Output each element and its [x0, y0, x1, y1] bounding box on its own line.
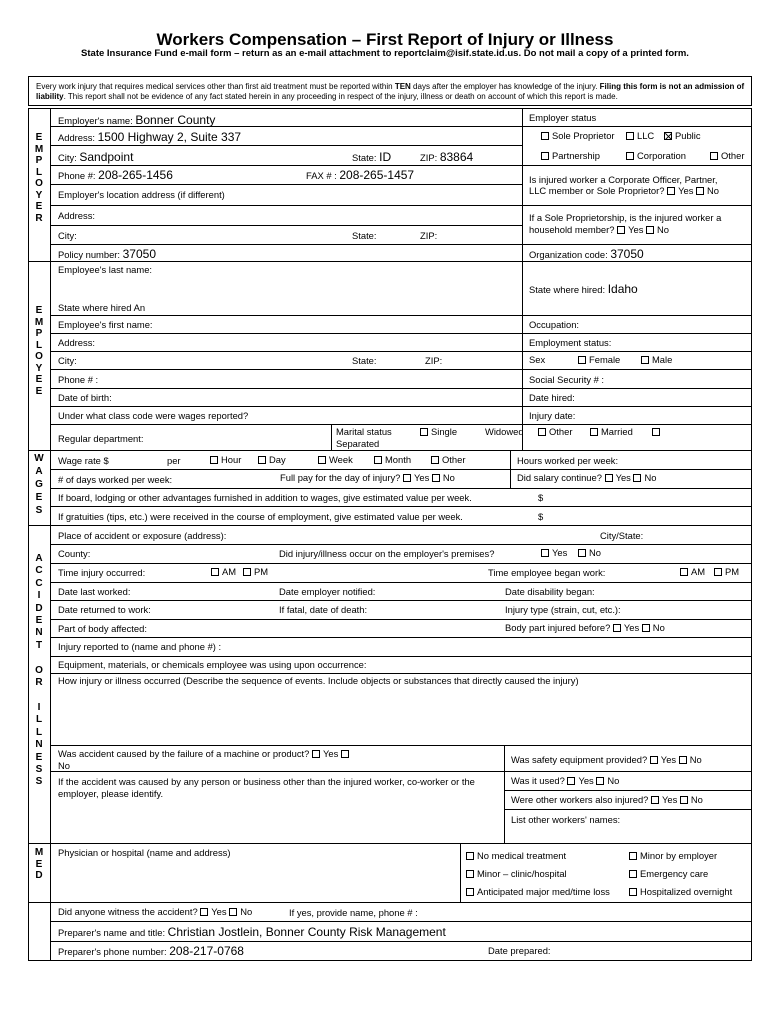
full-pay-no[interactable]: No	[432, 472, 455, 483]
used-no[interactable]: No	[596, 775, 619, 786]
occupation-field[interactable]: Occupation:	[529, 319, 580, 330]
location-city-field[interactable]: City:	[58, 230, 77, 241]
salary-yes[interactable]: Yes	[605, 472, 631, 483]
machine-question: Was accident caused by the failure of a machine or product? Yes	[58, 749, 352, 758]
full-pay-question: Full pay for the day of injury? Yes No	[280, 472, 455, 483]
machine-no[interactable]: No	[58, 760, 70, 771]
safety-yes[interactable]: Yes	[650, 754, 676, 765]
how-occurred-field[interactable]: How injury or illness occurred (Describe the sequence of events. Include objects or substances that directly caused the injury)	[58, 675, 579, 686]
date-death-field[interactable]: If fatal, date of death:	[279, 604, 368, 615]
medical-section-label: M E D	[34, 847, 44, 881]
time-began-field[interactable]: Time employee began work:	[488, 567, 606, 578]
state-hired-an-text: State where hired An	[58, 302, 146, 313]
full-pay-yes[interactable]: Yes	[403, 472, 429, 483]
employee-first-name-field[interactable]: Employee's first name:	[58, 319, 153, 330]
gratuities-value-field[interactable]: $	[538, 511, 544, 522]
wages-section-label: W A G E S	[34, 453, 44, 516]
wage-per-label: per	[167, 455, 181, 466]
safety-no[interactable]: No	[679, 754, 702, 765]
marital-status-label: Marital status	[336, 426, 392, 437]
regular-department-field[interactable]: Regular department:	[58, 433, 144, 444]
llc-checkbox[interactable]: LLC	[626, 131, 654, 140]
other-marital-checkbox[interactable]: Other	[538, 427, 572, 436]
corp-officer-question: Is injured worker a Corporate Officer, Partner,	[529, 174, 718, 185]
anticipated-checkbox[interactable]: Anticipated major med/time loss	[466, 887, 610, 896]
male-checkbox[interactable]: Male	[641, 355, 672, 364]
date-returned-field[interactable]: Date returned to work:	[58, 604, 151, 615]
employee-section-label: E M P L O Y E E	[34, 305, 44, 397]
location-address-field[interactable]: Address:	[58, 210, 95, 221]
equipment-field[interactable]: Equipment, materials, or chemicals employee was using upon occurrence:	[58, 659, 367, 670]
other-injured-question: Were other workers also injured? Yes No	[511, 794, 703, 805]
salary-no[interactable]: No	[633, 472, 656, 483]
used-question: Was it used? Yes No	[511, 775, 620, 786]
employer-zip-field[interactable]: ZIP: 83864	[420, 150, 474, 164]
injury-am-checkbox[interactable]: AM	[211, 567, 236, 576]
injured-before-question: Body part injured before? Yes No	[505, 622, 665, 633]
no-treatment-checkbox[interactable]: No medical treatment	[466, 851, 566, 860]
witness-no[interactable]: No	[229, 906, 252, 917]
ssn-field[interactable]: Social Security # :	[529, 374, 605, 385]
household-yes[interactable]: Yes	[617, 224, 643, 235]
separated-label: Separated	[336, 438, 380, 449]
gratuities-text: If gratuities (tips, etc.) were received in the course of employment, give estimated value per week.	[58, 511, 463, 522]
other-workers-field[interactable]: List other workers' names:	[511, 814, 621, 825]
month-checkbox[interactable]: Month	[374, 455, 411, 464]
person-question[interactable]: If the accident was caused by any person or business other than the injured worker, co-worker or the employer, please identify.	[58, 776, 475, 799]
employment-status-field[interactable]: Employment status:	[529, 337, 612, 348]
policy-number-field[interactable]: Policy number: 37050	[58, 247, 156, 261]
witness-question: Did anyone witness the accident? Yes No	[58, 906, 253, 917]
married-checkbox[interactable]: Married	[590, 427, 633, 436]
other-injured-yes[interactable]: Yes	[651, 794, 677, 805]
machine-yes[interactable]: Yes	[312, 748, 352, 759]
female-checkbox[interactable]: Female	[578, 355, 620, 364]
notice-text: Every work injury that requires medical services other than first aid treatment must be reported within TEN days after the employer has knowledge of the injury. Filing this form is not an admission of liability. This report shall not be evidence of any fact stated herein in any proceeding in respect of the injury, illness or death on account of which this report is made.	[36, 82, 745, 101]
location-state-field[interactable]: State:	[352, 230, 377, 241]
employer-address-field[interactable]: Address: 1500 Highway 2, Suite 337	[58, 130, 242, 144]
other-status-checkbox[interactable]: Other	[710, 151, 744, 160]
employee-zip-field[interactable]: ZIP:	[425, 355, 443, 366]
household-no[interactable]: No	[646, 224, 669, 235]
hours-per-week-field[interactable]: Hours worked per week:	[517, 455, 619, 466]
other-injured-no[interactable]: No	[680, 794, 703, 805]
board-value-field[interactable]: $	[538, 492, 544, 503]
accident-city-state-field[interactable]: City/State:	[600, 530, 644, 541]
wage-rate-field[interactable]: Wage rate $	[58, 455, 109, 466]
employer-status-label: Employer status	[529, 112, 597, 123]
board-lodging-text: If board, lodging or other advantages furnished in addition to wages, give estimated value per week.	[58, 492, 472, 503]
employee-address-field[interactable]: Address:	[58, 337, 95, 348]
public-checkbox[interactable]: Public	[664, 131, 701, 140]
began-am-checkbox[interactable]: AM	[680, 567, 705, 576]
sole-household-question: If a Sole Proprietorship, is the injured worker a	[529, 212, 722, 223]
date-hired-field[interactable]: Date hired:	[529, 392, 575, 403]
reported-to-field[interactable]: Injury reported to (name and phone #) :	[58, 641, 222, 652]
other-wage-checkbox[interactable]: Other	[431, 455, 465, 464]
location-zip-field[interactable]: ZIP:	[420, 230, 438, 241]
employee-last-name-field[interactable]: Employee's last name:	[58, 264, 153, 275]
form-subtitle: State Insurance Fund e-mail form – return as an e-mail attachment to reportclaim@isif.state.id.us. Do not mail a copy of a printed form.	[81, 48, 689, 59]
dob-field[interactable]: Date of birth:	[58, 392, 112, 403]
injury-date-field[interactable]: Injury date:	[529, 410, 576, 421]
time-injury-field[interactable]: Time injury occurred:	[58, 567, 146, 578]
minor-clinic-checkbox[interactable]: Minor – clinic/hospital	[466, 869, 567, 878]
sole-household-question-2: household member? Yes No	[529, 224, 669, 235]
minor-employer-checkbox[interactable]: Minor by employer	[629, 851, 717, 860]
witness-yes[interactable]: Yes	[200, 906, 226, 917]
began-pm-checkbox[interactable]: PM	[714, 567, 739, 576]
emergency-checkbox[interactable]: Emergency care	[629, 869, 708, 878]
injury-type-field[interactable]: Injury type (strain, cut, etc.):	[505, 604, 621, 615]
employee-phone-field[interactable]: Phone # :	[58, 374, 99, 385]
state-hired-field[interactable]: State where hired: Idaho	[529, 282, 638, 296]
employee-state-field[interactable]: State:	[352, 355, 377, 366]
organization-code-field[interactable]: Organization code: 37050	[529, 247, 644, 261]
sex-label: Sex	[529, 354, 546, 365]
preparer-name-field[interactable]: Preparer's name and title: Christian Jostlein, Bonner County Risk Management	[58, 925, 446, 939]
salary-continue-question: Did salary continue? Yes No	[517, 472, 657, 483]
injury-pm-checkbox[interactable]: PM	[243, 567, 268, 576]
day-checkbox[interactable]: Day	[258, 455, 286, 464]
corp-officer-yes[interactable]: Yes	[667, 185, 693, 196]
week-checkbox[interactable]: Week	[318, 455, 353, 464]
date-last-worked-field[interactable]: Date last worked:	[58, 586, 131, 597]
injured-before-yes[interactable]: Yes	[613, 622, 639, 633]
hour-checkbox[interactable]: Hour	[210, 455, 241, 464]
county-field[interactable]: County:	[58, 548, 91, 559]
partnership-checkbox[interactable]: Partnership	[541, 151, 600, 160]
corp-officer-no[interactable]: No	[696, 185, 719, 196]
overnight-checkbox[interactable]: Hospitalized overnight	[629, 887, 732, 896]
witness-info-field[interactable]: If yes, provide name, phone # :	[289, 907, 418, 918]
employer-fax-field[interactable]: FAX # : 208-265-1457	[306, 168, 415, 182]
separated-checkbox[interactable]	[652, 427, 663, 436]
premises-no[interactable]: No	[578, 548, 601, 557]
premises-yes[interactable]: Yes	[541, 548, 567, 557]
date-disability-field[interactable]: Date disability began:	[505, 586, 595, 597]
employer-section-label: E M P L O Y E R	[34, 132, 44, 224]
safety-question: Was safety equipment provided? Yes No	[511, 754, 702, 765]
employer-phone-field[interactable]: Phone #: 208-265-1456	[58, 168, 173, 182]
form-title: Workers Compensation – First Report of Injury or Illness	[156, 30, 614, 49]
employer-name-value: Bonner County	[135, 113, 216, 127]
employer-state-field[interactable]: State: ID	[352, 150, 392, 164]
preparer-phone-field[interactable]: Preparer's phone number: 208-217-0768	[58, 944, 244, 958]
corporation-checkbox[interactable]: Corporation	[626, 151, 686, 160]
accident-place-field[interactable]: Place of accident or exposure (address):	[58, 530, 227, 541]
class-code-field[interactable]: Under what class code were wages reported?	[58, 410, 249, 421]
employee-city-field[interactable]: City:	[58, 355, 77, 366]
days-per-week-field[interactable]: # of days worked per week:	[58, 474, 173, 485]
employer-location-label: Employer's location address (if different)	[58, 189, 225, 200]
body-part-field[interactable]: Part of body affected:	[58, 623, 147, 634]
sole-proprietor-checkbox[interactable]: Sole Proprietor	[541, 131, 615, 140]
single-checkbox[interactable]: Single	[420, 427, 457, 436]
used-yes[interactable]: Yes	[567, 775, 593, 786]
premises-question: Did injury/illness occur on the employer's premises?	[279, 548, 495, 559]
accident-section-label: A C C I D E N T O R I L L N E S S	[35, 553, 43, 788]
injured-before-no[interactable]: No	[642, 622, 665, 633]
date-prepared-field[interactable]: Date prepared:	[488, 945, 551, 956]
corp-officer-question-2: LLC member or Sole Proprietor? Yes No	[529, 185, 719, 196]
employer-city-field[interactable]: City: Sandpoint	[58, 150, 134, 164]
widowed-label: Widowed	[485, 426, 524, 437]
physician-field[interactable]: Physician or hospital (name and address)	[58, 847, 231, 858]
employer-name-field[interactable]: Employer's name: Bonner County	[58, 113, 216, 127]
date-notified-field[interactable]: Date employer notified:	[279, 586, 376, 597]
